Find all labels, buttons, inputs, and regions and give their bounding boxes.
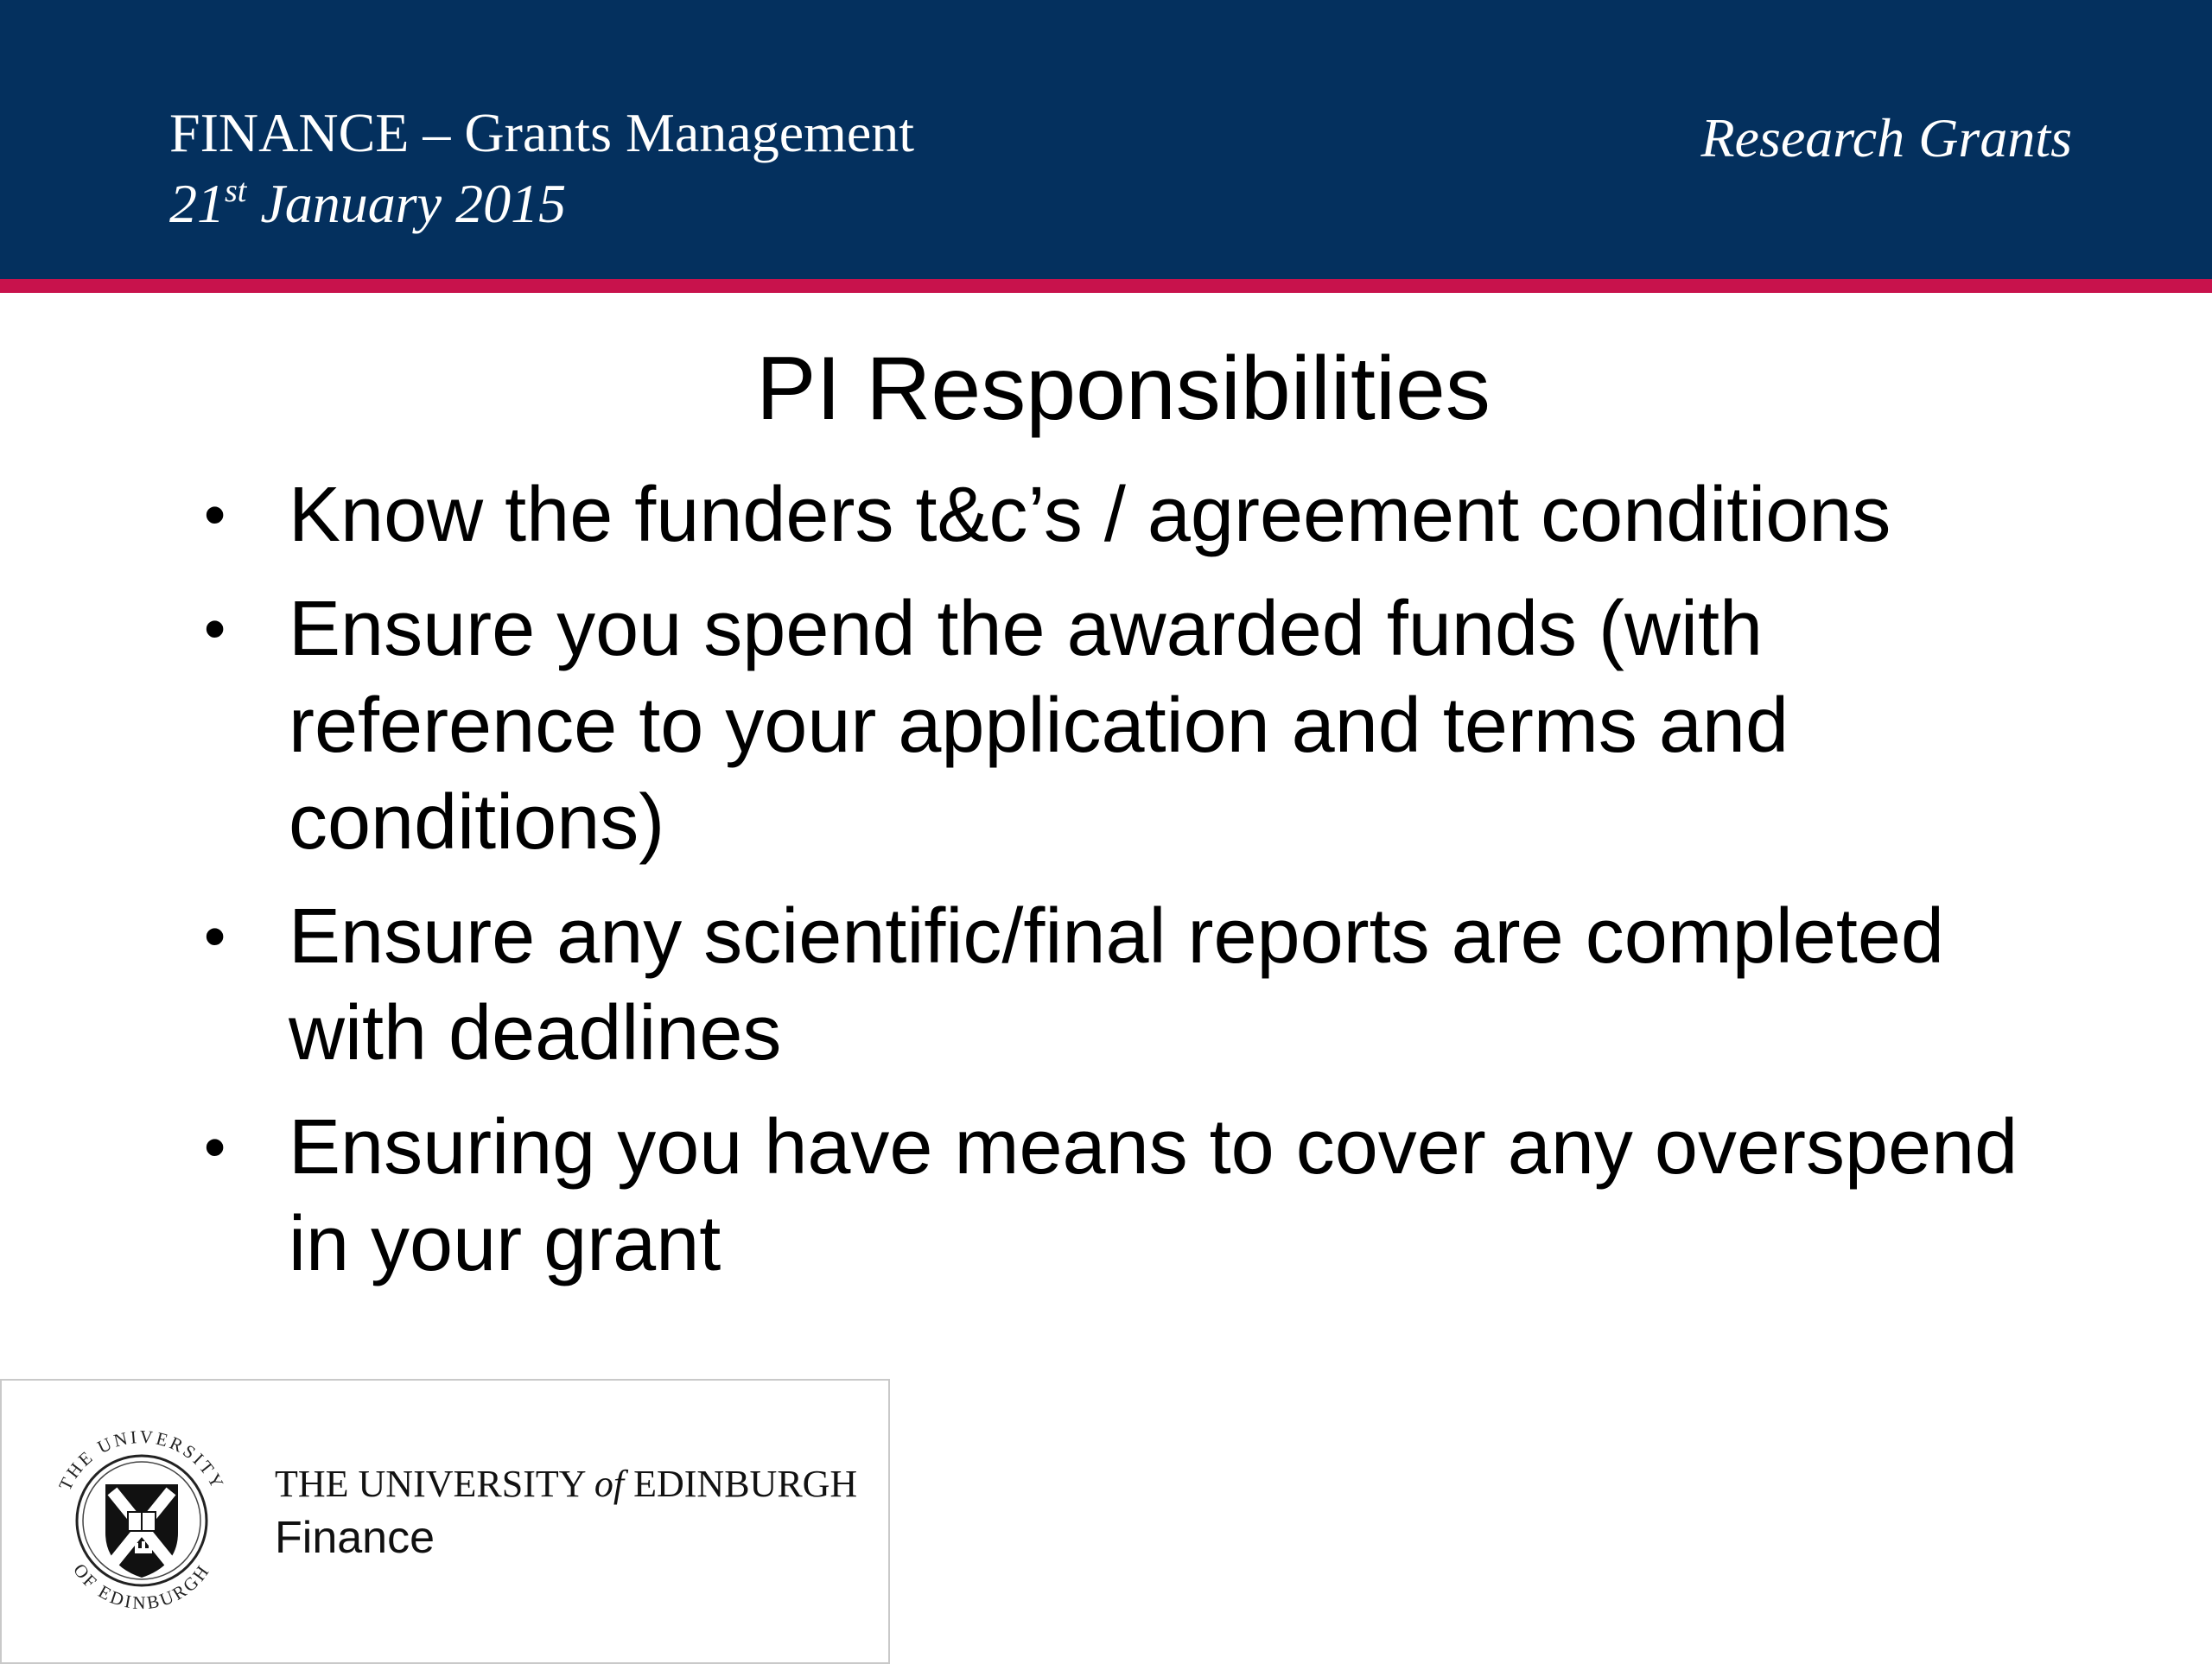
header-section: Research Grants: [1700, 107, 2072, 168]
crest-text-top: THE UNIVERSITY: [54, 1426, 229, 1494]
bullet-marker: •: [204, 1113, 226, 1182]
department-name: Finance: [275, 1513, 435, 1563]
header-date: [169, 173, 567, 234]
university-logo-box: [0, 1379, 890, 1664]
date-suffix: st: [225, 173, 247, 209]
bullet-text: Ensure any scientific/final reports are completed with deadlines: [289, 893, 1944, 1077]
crest-text-bottom: OF EDINBURGH: [69, 1559, 214, 1614]
university-name-start: THE UNIVERSITY: [275, 1463, 594, 1505]
bullet-list: [204, 467, 2062, 1310]
bullet-item: [204, 581, 2062, 871]
bullet-item: [204, 1099, 2062, 1292]
university-name-end: EDINBURGH: [624, 1463, 858, 1505]
bullet-item: [204, 888, 2062, 1082]
bullet-marker: •: [204, 902, 226, 971]
header-stripe: [0, 279, 2212, 293]
bullet-item: [204, 467, 2062, 563]
bullet-text: Ensure you spend the awarded funds (with reference to your application and terms and conditions): [289, 586, 1789, 866]
university-name-of: of: [594, 1463, 625, 1505]
date-month-year: January 2015: [246, 173, 567, 234]
bullet-text: Ensuring you have means to cover any overspend in your grant: [289, 1104, 2018, 1287]
bullet-text: Know the funders t&c’s / agreement conditions: [289, 472, 1891, 558]
bullet-marker: •: [204, 594, 226, 664]
university-crest-icon: [43, 1422, 240, 1619]
bullet-marker: •: [204, 480, 226, 549]
slide-title: PI Responsibilities: [756, 339, 1491, 439]
header-bar: [0, 0, 2212, 279]
university-name: [275, 1465, 857, 1503]
header-title: FINANCE – Grants Management: [169, 102, 915, 163]
date-day: 21: [169, 173, 225, 234]
